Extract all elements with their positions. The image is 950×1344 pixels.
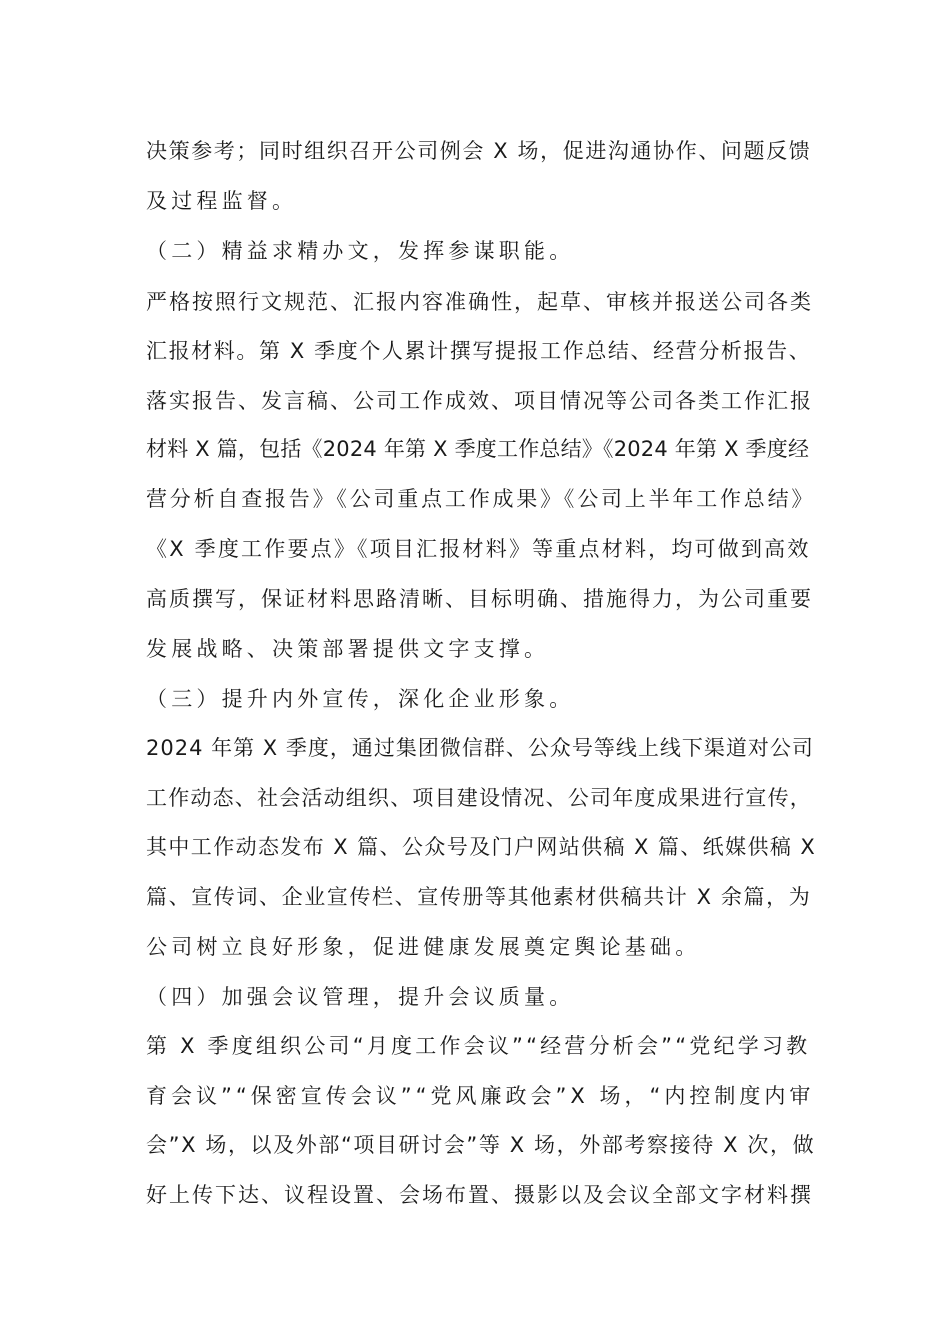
- body-text-line: 育会议”“保密宣传会议”“党风廉政会”X 场，“内控制度内审: [146, 1084, 815, 1108]
- section-heading-4: （四）加强会议管理，提升会议质量。: [146, 985, 575, 1009]
- body-text-line: 材料 X 篇，包括《2024 年第 X 季度工作总结》《2024 年第 X 季度经: [146, 437, 810, 461]
- body-text-line: 汇报材料。第 X 季度个人累计撰写提报工作总结、经营分析报告、: [146, 339, 812, 363]
- body-text-line: 2024 年第 X 季度，通过集团微信群、公众号等线上线下渠道对公司: [146, 736, 814, 760]
- body-text-line: 高质撰写，保证材料思路清晰、目标明确、措施得力，为公司重要: [146, 587, 813, 611]
- body-text-line: 营分析自查报告》《公司重点工作成果》《公司上半年工作总结》: [146, 487, 816, 511]
- body-text-line: 工作动态、社会活动组织、项目建设情况、公司年度成果进行宣传，: [146, 786, 812, 810]
- body-text-line: 及过程监督。: [146, 189, 298, 213]
- body-text-line: 公司树立良好形象，促进健康发展奠定舆论基础。: [146, 935, 701, 959]
- section-heading-2: （二）精益求精办文，发挥参谋职能。: [146, 239, 575, 263]
- body-text-line: 好上传下达、议程设置、会场布置、摄影以及会议全部文字材料撰: [146, 1183, 813, 1207]
- body-text-line: 《X 季度工作要点》《项目汇报材料》等重点材料，均可做到高效: [146, 537, 811, 561]
- body-text-line: 严格按照行文规范、汇报内容准确性，起草、审核并报送公司各类: [146, 290, 813, 314]
- body-text-line: 其中工作动态发布 X 篇、公众号及门户网站供稿 X 篇、纸媒供稿 X: [146, 835, 817, 859]
- section-heading-3: （三）提升内外宣传，深化企业形象。: [146, 687, 575, 711]
- body-text-line: 落实报告、发言稿、公司工作成效、项目情况等公司各类工作汇报: [146, 389, 813, 413]
- body-text-line: 发展战略、决策部署提供文字支撑。: [146, 637, 550, 661]
- body-text-line: 第 X 季度组织公司“月度工作会议”“经营分析会”“党纪学习教: [146, 1034, 811, 1058]
- body-text-line: 会”X 场，以及外部“项目研讨会”等 X 场，外部考察接待 X 次，做: [146, 1133, 816, 1157]
- body-text-line: 篇、宣传词、企业宣传栏、宣传册等其他素材供稿共计 X 余篇，为: [146, 885, 812, 909]
- body-text-line: 决策参考；同时组织召开公司例会 X 场，促进沟通协作、问题反馈: [146, 139, 812, 163]
